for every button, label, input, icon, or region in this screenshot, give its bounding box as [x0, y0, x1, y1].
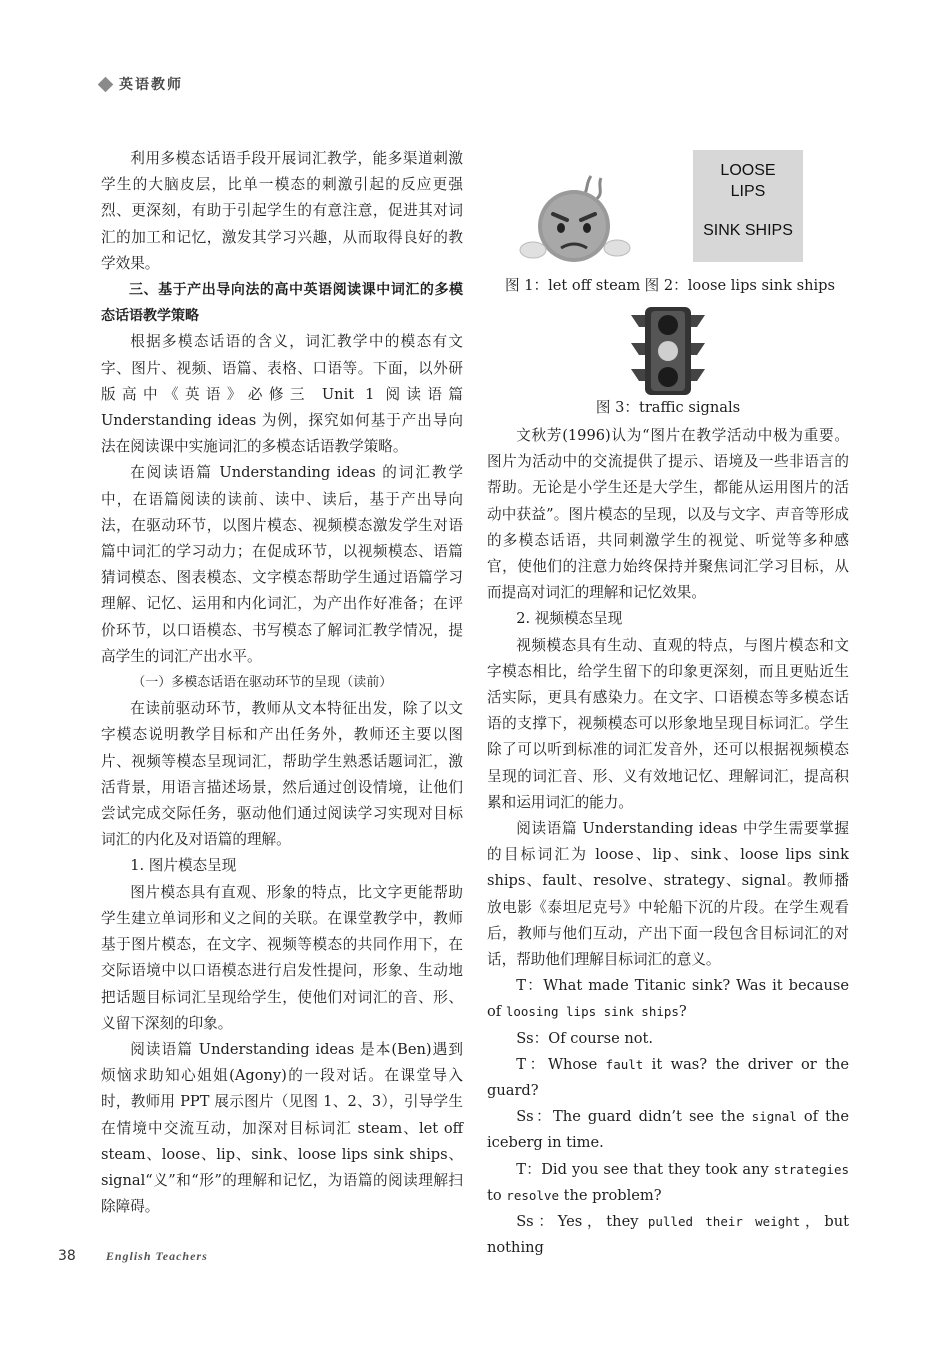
- paragraph: 图片模态具有直观、形象的特点，比文字更能帮助学生建立单词形和义之间的关联。在课堂教学中，教师基于图片模态，在文字、视频等模态的共同作用下，在交际语境中以口语模态进行启发性提问，形象、生动地把话题目标词汇呈现给学生，使他们对词汇的音、形、义留下深刻的印象。: [101, 883, 463, 1032]
- paragraph: 根据多模态话语的含义，词汇教学中的模态有文字、图片、视频、语篇、表格、口语等。下面，以外研版高中《英语》必修三 Unit 1 阅读语篇 Understanding ideas 为例，探究如何基于产出导向法在阅读课中实施词汇的多模态话语教学策略。: [101, 333, 463, 456]
- figure-text: LOOSE: [720, 162, 776, 179]
- dialogue-line: [487, 1157, 849, 1209]
- dialogue-line: [487, 973, 849, 1025]
- dialogue-text: the problem?: [558, 1186, 662, 1204]
- dialogue-keyword: pulled their weight: [647, 1214, 801, 1230]
- traffic-lights-figure: [613, 303, 723, 399]
- dialogue-text: ?: [678, 1003, 687, 1021]
- journal-english-title: English Teachers: [105, 1249, 208, 1263]
- dialogue-line: [487, 1052, 849, 1104]
- paragraph: 在读前驱动环节，教师从文本特征出发，除了以文字模态说明教学目标和产出任务外，教师还主要以图片、视频等模态呈现词汇，帮助学生熟悉话题词汇，激活背景，用语言描述场景，然后通过创设情境，让他们尝试完成交际任务，驱动他们通过阅读学习实现对目标词汇的内化及对语篇的理解。: [101, 700, 463, 849]
- journal-title: 英语教师: [119, 77, 183, 93]
- dialogue-text: Ss：Yes，they: [516, 1213, 648, 1231]
- page-number: 38: [58, 1248, 76, 1264]
- list-item-heading: 2. 视频模态呈现: [516, 610, 623, 628]
- page-footer: [58, 1248, 208, 1264]
- figure-caption: 图 3：traffic signals: [595, 399, 741, 416]
- dialogue-text: it was? the driver or the guard?: [487, 1055, 849, 1100]
- list-item-heading: 1. 图片模态呈现: [130, 857, 237, 875]
- right-column: [487, 146, 849, 1262]
- dialogue-keyword: loosing lips sink ships: [505, 1004, 679, 1020]
- dialogue-line: [487, 1104, 849, 1156]
- paragraph: 文秋芳(1996)认为“图片在教学活动中极为重要。图片为活动中的交流提供了提示、语境及一些非语言的帮助。无论是小学生还是大学生，都能从运用图片的活动中获益”。图片模态的呈现，以及与文字、声音等形成的多模态话语，共同刺激学生的视觉、听觉等多种感官，使他们的注意力始终保持并聚焦词汇学习目标，从而提高对词汇的理解和记忆效果。: [487, 427, 849, 602]
- dialogue-text: ，but nothing: [487, 1213, 849, 1257]
- section-heading: 三、基于产出导向法的高中英语阅读课中词汇的多模态话语教学策略: [101, 282, 463, 325]
- subsection-heading: （一）多模态话语在驱动环节的呈现（读前）: [132, 675, 393, 691]
- dialogue-text: T：Whose: [516, 1055, 606, 1073]
- dialogue-text: T：What made Titanic sink? Was it because of: [487, 977, 849, 1021]
- diamond-icon: [98, 76, 114, 92]
- dialogue-text: of the iceberg in time.: [487, 1108, 849, 1152]
- figure-caption: 图 1：let off steam: [505, 277, 641, 294]
- dialogue-text: to: [487, 1186, 507, 1204]
- paragraph: 阅读语篇 Understanding ideas 是本(Ben)遇到烦恼求助知心姐姐(Agony)的一段对话。在课堂导入时，教师用 PPT 展示图片（见图 1、2、3），引导学生在情境中交流互动，加深对目标词汇 steam、let off steam、loose、lip、sink、loose lips sink ships、signal“义”和“形”的理解和记忆，为语篇的阅读理解扫除障碍。: [101, 1040, 463, 1216]
- dialogue-keyword: resolve: [506, 1187, 559, 1203]
- figure-captions: [487, 273, 849, 303]
- figure-row: [487, 150, 849, 273]
- figure-text: SINK SHIPS: [703, 222, 793, 239]
- dialogue-line: [487, 1209, 849, 1261]
- figure-text: LIPS: [730, 183, 766, 200]
- running-header: [100, 74, 183, 94]
- dialogue-text: T：Did you see that they took any: [516, 1160, 774, 1178]
- loose-lips-figure: [693, 150, 803, 262]
- dialogue-text: Ss：The guard didn’t see the: [516, 1108, 752, 1126]
- dialogue-keyword: fault: [605, 1056, 644, 1072]
- steaming-face-figure: [519, 168, 639, 268]
- figure-caption: 图 2：loose lips sink ships: [644, 277, 835, 294]
- paragraph: 利用多模态话语手段开展词汇教学，能多渠道刺激学生的大脑皮层，比单一模态的刺激引起的反应更强烈、更深刻，有助于引起学生的有意注意，促进其对词汇的加工和记忆，激发其学习兴趣，从而取得良好的教学效果。: [101, 150, 463, 272]
- paragraph: 视频模态具有生动、直观的特点，与图片模态和文字模态相比，给学生留下的印象更深刻，而且更贴近生活实际，更具有感染力。在文字、口语模态等多模态话语的支撑下，视频模态可以形象地呈现目标词汇。学生除了可以听到标准的词汇发音外，还可以根据视频模态呈现的词汇音、形、义有效地记忆、理解词汇，提高积累和运用词汇的能力。: [487, 636, 849, 811]
- paragraph: 在阅读语篇 Understanding ideas 的词汇教学中，在语篇阅读的读前、读中、读后，基于产出导向法，在驱动环节，以图片模态、视频模态激发学生对语篇中词汇的学习动力；在促成环节，以视频模态、语篇猜词模态、图表模态、文字模态帮助学生通过语篇学习理解、记忆、运用和内化词汇，为产出作好准备；在评价环节，以口语模态、书写模态了解词汇教学情况，提高学生的词汇产出水平。: [101, 464, 463, 665]
- dialogue-keyword: strategies: [773, 1161, 849, 1177]
- dialogue-keyword: signal: [751, 1109, 797, 1125]
- paragraph: 阅读语篇 Understanding ideas 中学生需要掌握的目标词汇为 loose、lip、sink、loose lips sink ships、fault、resolve、strategy、signal。教师播放电影《泰坦尼克号》中轮船下沉的片段。在学生观看后，教师与他们互动，产出下面一段包含目标词汇的对话，帮助他们理解目标词汇的意义。: [487, 820, 849, 969]
- dialogue-line: Ss：Of course not.: [516, 1029, 654, 1047]
- left-column: [101, 146, 463, 1220]
